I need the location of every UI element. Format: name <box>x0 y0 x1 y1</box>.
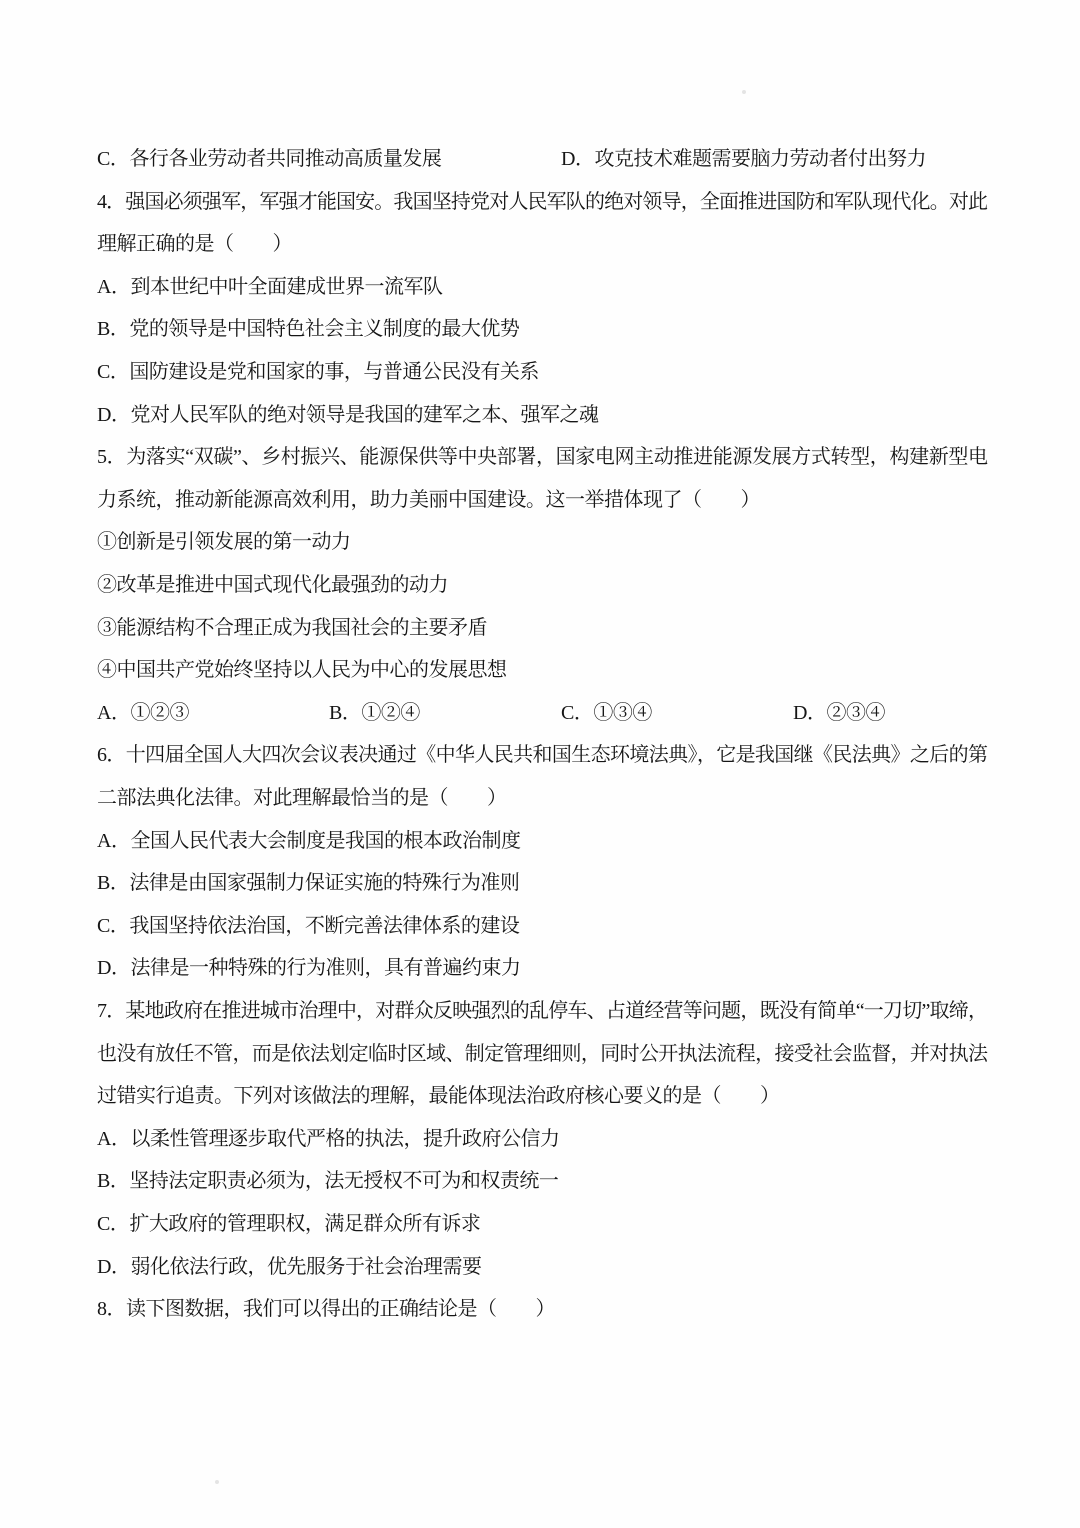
q5-options-row-abcd-seg-0: A．①②③ <box>97 702 189 724</box>
q4-option-c: C．国防建设是党和国家的事，与普通公民没有关系 <box>97 361 539 383</box>
q4-option-a: A．到本世纪中叶全面建成世界一流军队 <box>97 276 443 298</box>
q6-option-b: B．法律是由国家强制力保证实施的特殊行为准则 <box>97 872 520 894</box>
q5-item-4: ④中国共产党始终坚持以人民为中心的发展思想 <box>97 659 507 681</box>
q5-stem-line2: 力系统，推动新能源高效利用，助力美丽中国建设。这一举措体现了（ ） <box>97 489 760 511</box>
q4-option-d: D．党对人民军队的绝对领导是我国的建军之本、强军之魂 <box>97 404 599 426</box>
q6-option-c: C．我国坚持依法治国，不断完善法律体系的建设 <box>97 915 520 937</box>
q6-option-a: A．全国人民代表大会制度是我国的根本政治制度 <box>97 830 521 852</box>
q4-stem-line1: 4．强国必须强军，军强才能国安。我国坚持党对人民军队的绝对领导，全面推进国防和军队现代化。对此 <box>97 191 987 213</box>
q8-stem: 8．读下图数据，我们可以得出的正确结论是（ ） <box>97 1298 555 1320</box>
q7-stem-line1: 7．某地政府在推进城市治理中，对群众反映强烈的乱停车、占道经营等问题，既没有简单“一刀切”取缔， <box>97 1000 987 1022</box>
scan-artifact-speck-bottom <box>215 1480 219 1484</box>
q5-stem-line1: 5．为落实“双碳”、乡村振兴、能源保供等中央部署，国家电网主动推进能源发展方式转型，构建新型电 <box>97 446 987 468</box>
scan-artifact-speck-top <box>742 90 746 94</box>
q3-options-row-cd-seg-0: C．各行各业劳动者共同推动高质量发展 <box>97 148 442 170</box>
q5-options-row-abcd <box>97 699 987 729</box>
q5-item-3: ③能源结构不合理正成为我国社会的主要矛盾 <box>97 617 487 639</box>
q5-options-row-abcd-seg-2: C．①③④ <box>561 702 652 724</box>
q7-option-b: B．坚持法定职责必须为，法无授权不可为和权责统一 <box>97 1170 559 1192</box>
q5-item-2: ②改革是推进中国式现代化最强劲的动力 <box>97 574 448 596</box>
q5-options-row-abcd-seg-3: D．②③④ <box>793 702 885 724</box>
q5-options-row-abcd-seg-1: B．①②④ <box>329 702 420 724</box>
q7-option-c: C．扩大政府的管理职权，满足群众所有诉求 <box>97 1213 481 1235</box>
q7-stem-line3: 过错实行追责。下列对该做法的理解，最能体现法治政府核心要义的是（ ） <box>97 1085 780 1107</box>
q7-option-a: A．以柔性管理逐步取代严格的执法，提升政府公信力 <box>97 1128 560 1150</box>
q6-stem-line2: 二部法典化法律。对此理解最恰当的是（ ） <box>97 787 507 809</box>
q6-option-d: D．法律是一种特殊的行为准则，具有普遍约束力 <box>97 957 521 979</box>
q3-options-row-cd <box>97 145 987 175</box>
q4-option-b: B．党的领导是中国特色社会主义制度的最大优势 <box>97 318 520 340</box>
q4-stem-line2: 理解正确的是（ ） <box>97 233 292 255</box>
q7-option-d: D．弱化依法行政，优先服务于社会治理需要 <box>97 1256 482 1278</box>
q6-stem-line1: 6．十四届全国人大四次会议表决通过《中华人民共和国生态环境法典》，它是我国继《民法典》之后的第 <box>97 744 987 766</box>
q5-item-1: ①创新是引领发展的第一动力 <box>97 531 351 553</box>
q3-options-row-cd-seg-1: D．攻克技术难题需要脑力劳动者付出努力 <box>561 148 926 170</box>
q7-stem-line2: 也没有放任不管，而是依法划定临时区域、制定管理细则，同时公开执法流程，接受社会监督，并对执法 <box>97 1043 987 1065</box>
